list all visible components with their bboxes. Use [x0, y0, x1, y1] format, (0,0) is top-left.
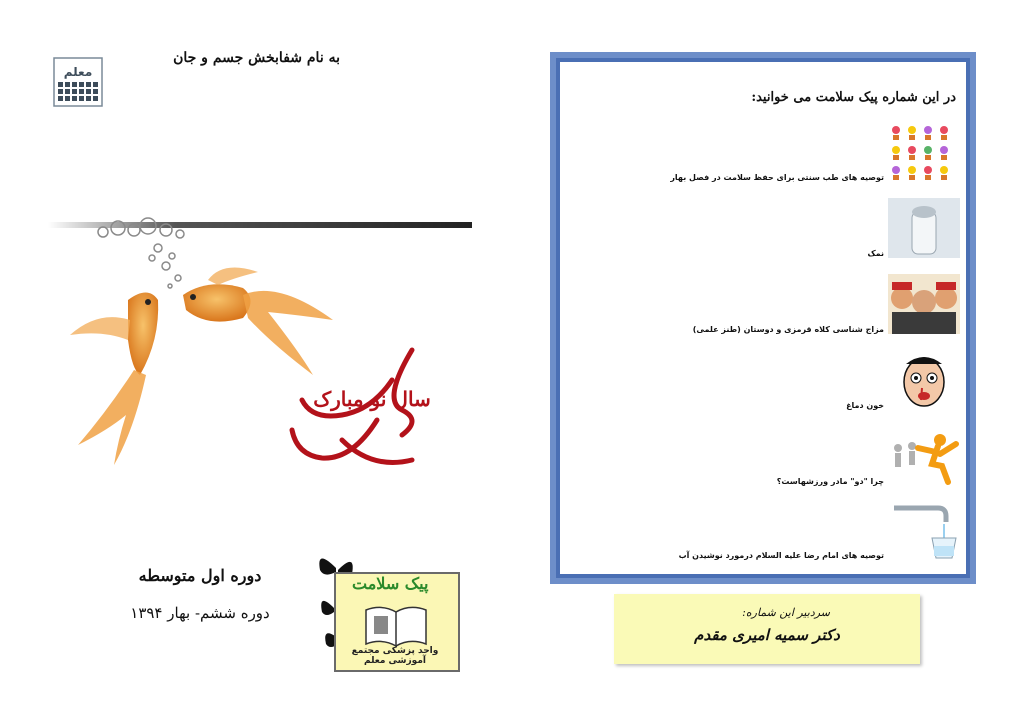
health-courier-badge [316, 548, 466, 674]
toc-item [568, 198, 960, 260]
editor-caption: سردبیر این شماره: [742, 606, 830, 619]
flower-pots-icon [888, 122, 960, 182]
toc-item [568, 426, 960, 488]
toc-item-label: توصیه های طب سنتی برای حفظ سلامت در فصل بهار [670, 173, 884, 182]
contents-heading: در این شماره پیک سلامت می خوانید: [751, 90, 956, 105]
course-title: دوره اول متوسطه [138, 566, 262, 585]
salt-shaker-icon [888, 198, 960, 258]
toc-item-label: نمک [867, 249, 884, 258]
runners-icon [888, 426, 960, 486]
svg-text:معلم: معلم [63, 65, 93, 79]
badge-title: پیک سلامت [352, 574, 429, 593]
toc-item-label: چرا "دو" مادر ورزشهاست؟ [776, 477, 884, 486]
toc-item-label: خون دماغ [846, 401, 884, 410]
toc-item [568, 122, 960, 184]
toc-item [568, 350, 960, 412]
bismillah-heading: به نام شفابخش جسم و جان [173, 50, 340, 66]
school-logo [52, 56, 104, 108]
toc-item-label: مزاج شناسی کلاه قرمزی و دوستان (طنز علمی) [692, 325, 884, 334]
svg-text:سال نو مبارک: سال نو مبارک [313, 387, 431, 411]
edition-text: دوره ششم- بهار ۱۳۹۴ [130, 604, 270, 622]
editor-name: دکتر سمیه امیری مقدم [694, 626, 840, 644]
nosebleed-face-icon [888, 350, 960, 410]
badge-subtitle: واحد پزشکی مجتمع آموزشی معلم [351, 646, 439, 666]
editor-note [614, 594, 920, 664]
contents-frame [550, 52, 976, 584]
water-tap-icon [888, 500, 960, 560]
contents-panel [556, 58, 970, 578]
puppets-icon [888, 274, 960, 334]
nowruz-greeting-calligraphy [282, 340, 432, 480]
book-icon [364, 602, 428, 648]
toc-item-label: توصیه های امام رضا علیه السلام درمورد نوشیدن آب [678, 551, 884, 560]
toc-item [568, 500, 960, 562]
toc-item [568, 274, 960, 336]
